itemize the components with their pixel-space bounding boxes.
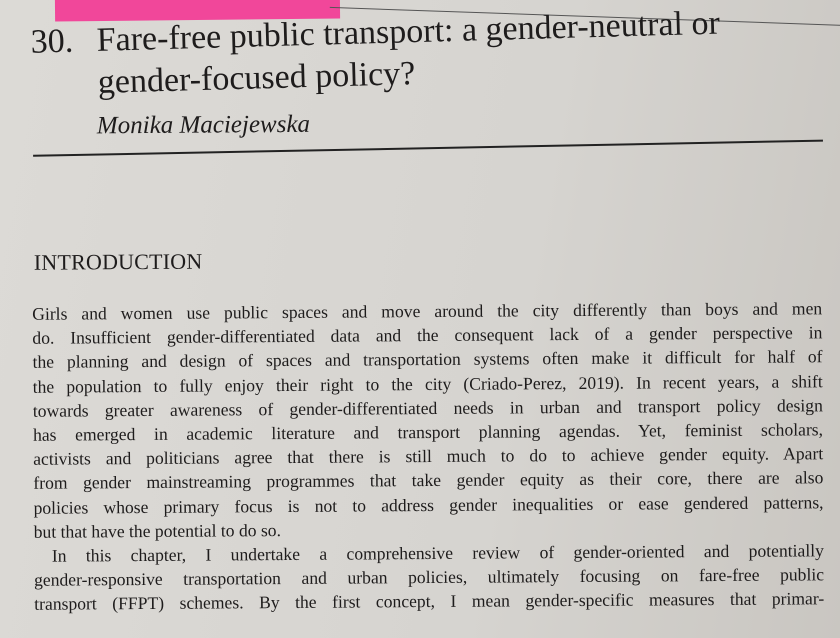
body-line: Girls and women use public spaces and move around the city differently than boys and men: [32, 298, 823, 324]
body-line: transport (FFPT) schemes. By the first concept, I mean gender-specific measures that primar-: [34, 588, 825, 615]
body-line: from gender mainstreaming programmes that take gender equity as their core, there are also: [33, 467, 824, 494]
body-line: policies whose primary focus is not to address gender inequalities or ease gendered patterns,: [33, 491, 824, 518]
body-line: has emerged in academic literature and transport planning agendas. Yet, feminist scholars,: [32, 419, 824, 445]
body-line: the planning and design of spaces and transportation systems often make it difficult for half of: [32, 346, 823, 373]
title-divider: [33, 140, 823, 157]
chapter-author: Monika Maciejewska: [96, 110, 311, 140]
body-line: the population to fully enjoy their right to the city (Criado-Perez, 2019). In recent years, a shift: [32, 370, 823, 397]
body-line: but that have the potential to do so.: [33, 519, 282, 542]
chapter-number: 30.: [30, 22, 74, 61]
chapter-title: [30, 3, 721, 106]
section-heading: INTRODUCTION: [33, 248, 203, 275]
body-line: activists and politicians agree that there is still much to do to achieve gender equity. Apart: [33, 443, 824, 469]
body-line: towards greater awareness of gender-differentiated needs in urban and transport policy design: [32, 395, 823, 421]
body-line: gender-responsive transportation and urban policies, ultimately focusing on fare-free public: [33, 564, 825, 591]
body-line: In this chapter, I undertake a comprehensive review of gender-oriented and potentially: [51, 540, 824, 566]
chapter-title-line-2: gender-focused policy?: [97, 55, 416, 101]
body-text: [32, 296, 824, 616]
chapter-title-line-1: Fare-free public transport: a gender-neutral or: [96, 4, 721, 59]
body-line: do. Insufficient gender-differentiated data and the consequent lack of a gender perspective in: [32, 322, 823, 348]
